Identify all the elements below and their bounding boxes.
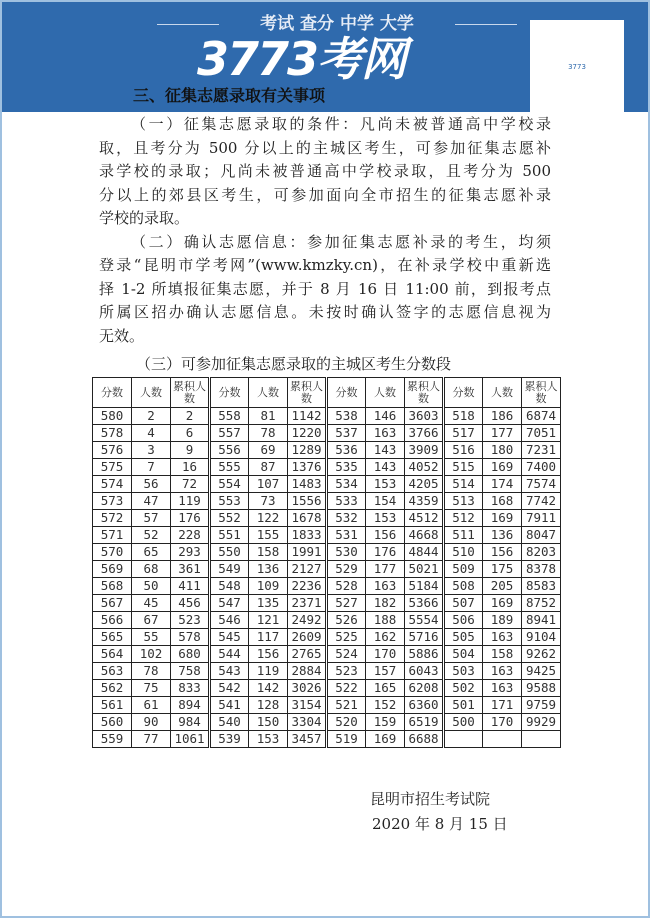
table-row xyxy=(93,680,561,697)
table-cell: 565 xyxy=(93,629,132,646)
table-cell: 153 xyxy=(366,510,405,527)
paragraph-line: 录学校的录取；凡尚未被普通高中学校录取，且考分为 500 xyxy=(99,162,551,180)
table-row xyxy=(93,544,561,561)
table-cell: 3603 xyxy=(405,408,444,425)
table-cell: 102 xyxy=(132,646,171,663)
table-cell: 8941 xyxy=(522,612,561,629)
table-cell: 293 xyxy=(171,544,210,561)
table-cell: 156 xyxy=(249,646,288,663)
table-cell: 205 xyxy=(483,578,522,595)
table-cell: 169 xyxy=(366,731,405,748)
table-cell: 546 xyxy=(210,612,249,629)
table-cell: 456 xyxy=(171,595,210,612)
table-cell: 159 xyxy=(366,714,405,731)
document-date: 2020 年 8 月 15 日 xyxy=(372,815,508,833)
table-cell: 155 xyxy=(249,527,288,544)
column-header: 分数 xyxy=(444,378,483,408)
table-cell: 157 xyxy=(366,663,405,680)
table-cell: 1991 xyxy=(288,544,327,561)
table-cell: 543 xyxy=(210,663,249,680)
table-cell: 1556 xyxy=(288,493,327,510)
section-heading: 三、征集志愿录取有关事项 xyxy=(133,86,326,105)
table-cell: 571 xyxy=(93,527,132,544)
table-cell: 4052 xyxy=(405,459,444,476)
table-cell: 6 xyxy=(171,425,210,442)
table-cell: 537 xyxy=(327,425,366,442)
table-cell: 562 xyxy=(93,680,132,697)
table-row xyxy=(93,629,561,646)
table-cell: 508 xyxy=(444,578,483,595)
table-cell: 119 xyxy=(249,663,288,680)
table-cell: 527 xyxy=(327,595,366,612)
table-cell: 136 xyxy=(483,527,522,544)
paragraph-line: 登录“昆明市学考网”(www.kmzky.cn)，在补录学校中重新选 xyxy=(99,256,551,274)
table-cell: 563 xyxy=(93,663,132,680)
table-cell: 2 xyxy=(171,408,210,425)
table-cell: 4844 xyxy=(405,544,444,561)
table-cell: 4205 xyxy=(405,476,444,493)
table-cell: 548 xyxy=(210,578,249,595)
table-cell: 3154 xyxy=(288,697,327,714)
table-cell: 554 xyxy=(210,476,249,493)
table-cell: 540 xyxy=(210,714,249,731)
table-row xyxy=(93,612,561,629)
table-cell: 517 xyxy=(444,425,483,442)
table-cell: 5366 xyxy=(405,595,444,612)
table-cell: 522 xyxy=(327,680,366,697)
table-cell: 361 xyxy=(171,561,210,578)
table-cell: 175 xyxy=(483,561,522,578)
table-row xyxy=(93,561,561,578)
table-cell: 72 xyxy=(171,476,210,493)
table-cell: 6874 xyxy=(522,408,561,425)
table-cell: 526 xyxy=(327,612,366,629)
table-cell: 143 xyxy=(366,459,405,476)
table-cell: 6208 xyxy=(405,680,444,697)
table-row xyxy=(93,493,561,510)
table-cell: 119 xyxy=(171,493,210,510)
table-cell: 758 xyxy=(171,663,210,680)
table-cell: 177 xyxy=(483,425,522,442)
table-cell: 163 xyxy=(366,578,405,595)
table-cell: 544 xyxy=(210,646,249,663)
table-cell: 165 xyxy=(366,680,405,697)
table-cell: 8378 xyxy=(522,561,561,578)
table-cell: 156 xyxy=(366,527,405,544)
table-cell: 549 xyxy=(210,561,249,578)
table-cell: 2884 xyxy=(288,663,327,680)
table-cell: 50 xyxy=(132,578,171,595)
table-cell: 530 xyxy=(327,544,366,561)
table-cell: 520 xyxy=(327,714,366,731)
table-cell: 523 xyxy=(171,612,210,629)
table-cell: 5021 xyxy=(405,561,444,578)
table-cell: 6360 xyxy=(405,697,444,714)
table-cell: 578 xyxy=(171,629,210,646)
table-cell: 680 xyxy=(171,646,210,663)
table-row xyxy=(93,714,561,731)
table-cell: 7400 xyxy=(522,459,561,476)
table-cell: 507 xyxy=(444,595,483,612)
table-cell: 77 xyxy=(132,731,171,748)
table-cell: 506 xyxy=(444,612,483,629)
table-cell: 146 xyxy=(366,408,405,425)
table-cell: 411 xyxy=(171,578,210,595)
table-cell: 7051 xyxy=(522,425,561,442)
table-cell: 5886 xyxy=(405,646,444,663)
table-cell: 57 xyxy=(132,510,171,527)
paragraph-line: 所属区招办确认志愿信息。未按时确认签字的志愿信息视为 xyxy=(99,303,551,321)
table-cell: 143 xyxy=(366,442,405,459)
table-cell: 180 xyxy=(483,442,522,459)
table-cell: 4 xyxy=(132,425,171,442)
table-cell: 136 xyxy=(249,561,288,578)
paragraph-line: 取，且考分为 500 分以上的主城区考生，可参加征集志愿补 xyxy=(99,138,551,157)
column-header: 分数 xyxy=(93,378,132,408)
table-cell: 177 xyxy=(366,561,405,578)
table-row xyxy=(93,442,561,459)
table-row xyxy=(93,459,561,476)
table-row xyxy=(93,476,561,493)
table-row xyxy=(93,646,561,663)
table-cell: 176 xyxy=(171,510,210,527)
table-cell: 536 xyxy=(327,442,366,459)
table-cell xyxy=(483,731,522,748)
table-cell: 572 xyxy=(93,510,132,527)
table-cell: 538 xyxy=(327,408,366,425)
table-cell: 169 xyxy=(483,459,522,476)
table-cell: 153 xyxy=(249,731,288,748)
table-cell: 142 xyxy=(249,680,288,697)
table-cell: 152 xyxy=(366,697,405,714)
table-cell: 2 xyxy=(132,408,171,425)
table-row xyxy=(93,697,561,714)
paragraph xyxy=(99,113,551,231)
table-cell: 153 xyxy=(366,476,405,493)
table-cell: 539 xyxy=(210,731,249,748)
table-cell: 6043 xyxy=(405,663,444,680)
table-cell: 559 xyxy=(93,731,132,748)
table-cell: 9425 xyxy=(522,663,561,680)
table-cell: 2492 xyxy=(288,612,327,629)
table-cell: 109 xyxy=(249,578,288,595)
table-cell: 182 xyxy=(366,595,405,612)
table-cell: 524 xyxy=(327,646,366,663)
table-cell: 9262 xyxy=(522,646,561,663)
site-logo[interactable]: 3773考网 xyxy=(197,32,406,86)
table-row xyxy=(93,527,561,544)
table-cell: 2236 xyxy=(288,578,327,595)
table-cell: 163 xyxy=(483,663,522,680)
table-cell: 52 xyxy=(132,527,171,544)
qr-center-label: 3773 xyxy=(566,56,588,78)
table-cell: 542 xyxy=(210,680,249,697)
table-cell: 3909 xyxy=(405,442,444,459)
table-cell: 176 xyxy=(366,544,405,561)
table-cell: 163 xyxy=(366,425,405,442)
table-cell: 505 xyxy=(444,629,483,646)
table-cell: 511 xyxy=(444,527,483,544)
table-cell: 503 xyxy=(444,663,483,680)
table-cell: 121 xyxy=(249,612,288,629)
table-cell: 502 xyxy=(444,680,483,697)
table-cell: 68 xyxy=(132,561,171,578)
table-cell: 1289 xyxy=(288,442,327,459)
table-cell: 894 xyxy=(171,697,210,714)
table-cell: 514 xyxy=(444,476,483,493)
table-cell: 78 xyxy=(132,663,171,680)
table-cell: 550 xyxy=(210,544,249,561)
table-cell: 5184 xyxy=(405,578,444,595)
table-cell: 189 xyxy=(483,612,522,629)
table-cell: 117 xyxy=(249,629,288,646)
table-cell: 65 xyxy=(132,544,171,561)
table-cell: 984 xyxy=(171,714,210,731)
table-cell: 531 xyxy=(327,527,366,544)
table-cell: 2765 xyxy=(288,646,327,663)
table-cell: 67 xyxy=(132,612,171,629)
table-cell: 2127 xyxy=(288,561,327,578)
table-cell: 532 xyxy=(327,510,366,527)
table-cell: 560 xyxy=(93,714,132,731)
table-cell: 9588 xyxy=(522,680,561,697)
table-cell: 555 xyxy=(210,459,249,476)
table-cell: 558 xyxy=(210,408,249,425)
table-cell: 552 xyxy=(210,510,249,527)
table-cell: 7231 xyxy=(522,442,561,459)
table-cell: 174 xyxy=(483,476,522,493)
table-cell: 3026 xyxy=(288,680,327,697)
table-row xyxy=(93,510,561,527)
table-cell xyxy=(522,731,561,748)
table-row xyxy=(93,408,561,425)
table-cell: 566 xyxy=(93,612,132,629)
table-cell: 61 xyxy=(132,697,171,714)
table-cell: 547 xyxy=(210,595,249,612)
table-cell: 553 xyxy=(210,493,249,510)
table-cell: 533 xyxy=(327,493,366,510)
table-cell: 87 xyxy=(249,459,288,476)
table-cell: 158 xyxy=(483,646,522,663)
table-cell: 2371 xyxy=(288,595,327,612)
table-cell: 186 xyxy=(483,408,522,425)
table-cell: 122 xyxy=(249,510,288,527)
table-cell: 3457 xyxy=(288,731,327,748)
table-cell: 45 xyxy=(132,595,171,612)
table-row xyxy=(93,425,561,442)
table-cell: 570 xyxy=(93,544,132,561)
table-cell: 170 xyxy=(483,714,522,731)
table-cell: 567 xyxy=(93,595,132,612)
table-row xyxy=(93,578,561,595)
table-cell: 518 xyxy=(444,408,483,425)
table-cell: 556 xyxy=(210,442,249,459)
table-cell: 156 xyxy=(483,544,522,561)
table-row xyxy=(93,663,561,680)
table-cell: 525 xyxy=(327,629,366,646)
table-cell: 228 xyxy=(171,527,210,544)
document-body xyxy=(99,113,551,348)
table-cell: 1483 xyxy=(288,476,327,493)
column-header: 人数 xyxy=(132,378,171,408)
table-cell: 7 xyxy=(132,459,171,476)
table-cell: 170 xyxy=(366,646,405,663)
table-cell: 568 xyxy=(93,578,132,595)
score-table xyxy=(92,377,561,748)
table-cell: 534 xyxy=(327,476,366,493)
table-cell: 1061 xyxy=(171,731,210,748)
column-header: 人数 xyxy=(366,378,405,408)
table-cell: 512 xyxy=(444,510,483,527)
table-cell: 551 xyxy=(210,527,249,544)
table-cell: 188 xyxy=(366,612,405,629)
table-cell: 9759 xyxy=(522,697,561,714)
table-cell: 510 xyxy=(444,544,483,561)
table-cell: 169 xyxy=(483,510,522,527)
table-cell: 81 xyxy=(249,408,288,425)
table-cell: 561 xyxy=(93,697,132,714)
table-cell: 9 xyxy=(171,442,210,459)
table-cell: 513 xyxy=(444,493,483,510)
table-cell: 523 xyxy=(327,663,366,680)
table-row xyxy=(93,731,561,748)
table-cell: 1142 xyxy=(288,408,327,425)
table-cell: 580 xyxy=(93,408,132,425)
table-cell: 541 xyxy=(210,697,249,714)
table-cell: 150 xyxy=(249,714,288,731)
qr-code-icon xyxy=(530,20,624,114)
table-cell: 574 xyxy=(93,476,132,493)
table-cell: 575 xyxy=(93,459,132,476)
table-cell: 521 xyxy=(327,697,366,714)
table-cell: 8583 xyxy=(522,578,561,595)
table-cell: 158 xyxy=(249,544,288,561)
table-cell: 8203 xyxy=(522,544,561,561)
banner-tagline: 考试 查分 中学 大学 xyxy=(157,14,517,34)
table-cell: 163 xyxy=(483,629,522,646)
table-cell: 73 xyxy=(249,493,288,510)
column-header: 累积人数 xyxy=(405,378,444,408)
paragraph xyxy=(99,231,551,349)
table-cell: 16 xyxy=(171,459,210,476)
table-cell: 516 xyxy=(444,442,483,459)
table-cell: 2609 xyxy=(288,629,327,646)
table-cell: 515 xyxy=(444,459,483,476)
paragraph-line: 无效。 xyxy=(99,326,145,345)
column-header: 分数 xyxy=(210,378,249,408)
signature: 昆明市招生考试院 xyxy=(370,790,491,808)
table-cell: 1833 xyxy=(288,527,327,544)
table-row xyxy=(93,595,561,612)
table-cell: 8752 xyxy=(522,595,561,612)
table-cell: 9104 xyxy=(522,629,561,646)
table-cell: 169 xyxy=(483,595,522,612)
table-cell: 7911 xyxy=(522,510,561,527)
table-cell: 6519 xyxy=(405,714,444,731)
table-cell: 578 xyxy=(93,425,132,442)
column-header: 人数 xyxy=(483,378,522,408)
table-cell: 7742 xyxy=(522,493,561,510)
column-header: 人数 xyxy=(249,378,288,408)
table-cell: 535 xyxy=(327,459,366,476)
table-caption: （三）可参加征集志愿录取的主城区考生分数段 xyxy=(136,355,452,373)
table-cell: 504 xyxy=(444,646,483,663)
table-cell: 55 xyxy=(132,629,171,646)
table-cell: 4512 xyxy=(405,510,444,527)
table-cell: 528 xyxy=(327,578,366,595)
table-cell: 3304 xyxy=(288,714,327,731)
table-cell: 7574 xyxy=(522,476,561,493)
table-cell: 75 xyxy=(132,680,171,697)
table-cell: 128 xyxy=(249,697,288,714)
column-header: 累积人数 xyxy=(171,378,210,408)
table-cell: 569 xyxy=(93,561,132,578)
table-cell: 135 xyxy=(249,595,288,612)
table-cell: 576 xyxy=(93,442,132,459)
table-cell: 8047 xyxy=(522,527,561,544)
table-cell: 5716 xyxy=(405,629,444,646)
table-cell: 573 xyxy=(93,493,132,510)
paragraph-line: 分以上的郊县区考生，可参加面向全市招生的征集志愿补录 xyxy=(99,185,551,204)
paragraph-line: （一）征集志愿录取的条件：凡尚未被普通高中学校录 xyxy=(131,115,551,133)
paragraph-line: 择 1-2 所填报征集志愿，并于 8 月 16 日 11:00 前，到报考点 xyxy=(99,279,551,298)
table-cell: 1376 xyxy=(288,459,327,476)
table-cell: 3766 xyxy=(405,425,444,442)
table-cell: 6688 xyxy=(405,731,444,748)
table-cell: 154 xyxy=(366,493,405,510)
table-cell: 501 xyxy=(444,697,483,714)
table-header-row xyxy=(93,378,561,408)
table-cell: 163 xyxy=(483,680,522,697)
table-cell: 1220 xyxy=(288,425,327,442)
table-cell: 1678 xyxy=(288,510,327,527)
table-cell: 519 xyxy=(327,731,366,748)
table-cell: 162 xyxy=(366,629,405,646)
table-cell: 509 xyxy=(444,561,483,578)
table-cell: 69 xyxy=(249,442,288,459)
column-header: 累积人数 xyxy=(522,378,561,408)
paragraph-line: （二）确认志愿信息：参加征集志愿补录的考生，均须 xyxy=(131,232,551,251)
table-cell: 5554 xyxy=(405,612,444,629)
table-cell: 545 xyxy=(210,629,249,646)
table-cell: 168 xyxy=(483,493,522,510)
table-cell: 529 xyxy=(327,561,366,578)
table-cell: 90 xyxy=(132,714,171,731)
table-cell: 107 xyxy=(249,476,288,493)
column-header: 分数 xyxy=(327,378,366,408)
table-cell: 564 xyxy=(93,646,132,663)
table-cell: 833 xyxy=(171,680,210,697)
table-cell: 78 xyxy=(249,425,288,442)
table-cell: 47 xyxy=(132,493,171,510)
table-cell: 4359 xyxy=(405,493,444,510)
table-cell: 171 xyxy=(483,697,522,714)
column-header: 累积人数 xyxy=(288,378,327,408)
table-cell xyxy=(444,731,483,748)
table-cell: 500 xyxy=(444,714,483,731)
table-cell: 4668 xyxy=(405,527,444,544)
table-cell: 3 xyxy=(132,442,171,459)
table-cell: 9929 xyxy=(522,714,561,731)
table-cell: 557 xyxy=(210,425,249,442)
table-cell: 56 xyxy=(132,476,171,493)
paragraph-line: 学校的录取。 xyxy=(99,209,190,227)
